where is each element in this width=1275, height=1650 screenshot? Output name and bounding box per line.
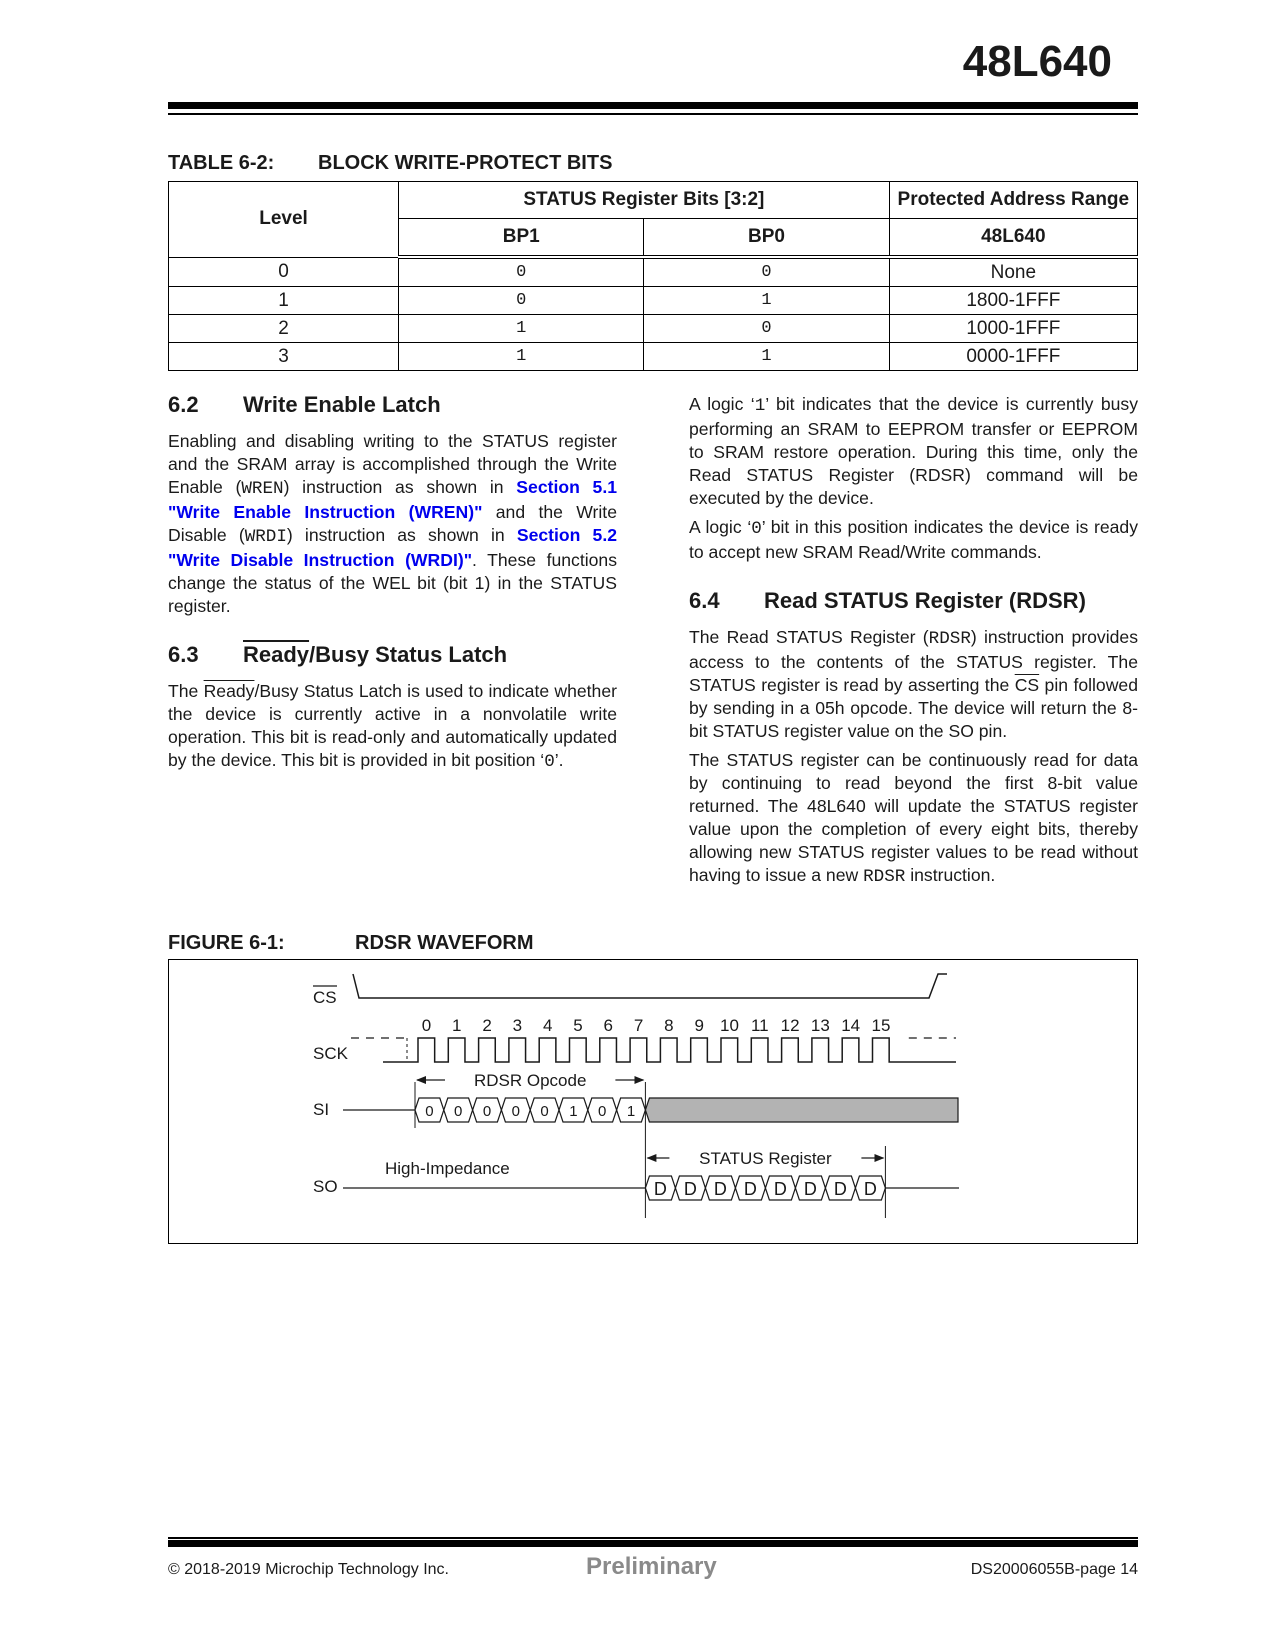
status-data-bit-value: D [653,1179,667,1199]
header-status-bits: STATUS Register Bits [3:2] [399,182,890,219]
si-dont-care-region [645,1098,958,1122]
text: The [168,681,204,701]
cell-bp0: 0 [644,257,889,287]
text: pin followed by sending in a 05h opcode. The device will return the 8-bit STATUS register value on the SO pin. [689,675,1138,741]
text: ) instruction as shown in [283,477,517,497]
code-wrdi: WRDI [244,527,287,547]
sck-waveform [351,1016,956,1062]
clock-label: 3 [512,1016,523,1035]
text: Enabling and disabling writing to the STATUS register and the SRAM array is accomplished through the Write Enable ( [168,431,617,497]
status-data-bit-value: D [773,1179,787,1199]
header-rule-thin [168,113,1138,115]
text: A logic ‘ [689,394,755,414]
cell-bp1: 0 [399,257,644,287]
status-data-bit-value: D [803,1179,817,1199]
code-wren: WREN [241,479,284,499]
section-6-2-paragraph [168,430,617,618]
waveform-diagram [169,960,1137,1243]
left-column [168,392,617,780]
opcode-bit-value: 1 [626,1103,636,1120]
header-device: 48L640 [889,219,1137,258]
text: ’. [554,750,564,770]
section-6-3-paragraph [168,680,617,774]
footer-preliminary: Preliminary [586,1553,717,1580]
opcode-label: RDSR Opcode [473,1071,587,1090]
table-row [169,343,1138,371]
cell-level: 2 [169,315,399,343]
code-bit: 1 [754,396,766,416]
status-data-bit-value: D [863,1179,877,1199]
table-caption-number: TABLE 6-2: [168,152,275,174]
cell-range: 1000-1FFF [889,315,1137,343]
text: . These functions change the status of the WEL bit (bit 1) in the STATUS register. [168,550,617,616]
cell-bp0: 0 [644,315,889,343]
ready-paragraph [689,516,1138,564]
clock-label: 9 [694,1016,704,1035]
footer-rule-thin [168,1537,1138,1539]
block-write-protect-table [168,181,1138,371]
section-6-4-heading [689,588,1138,614]
text: ) instruction as shown in [286,525,517,545]
footer-page-number: DS20006055B-page 14 [970,1561,1138,1578]
section-6-3-heading [168,642,617,668]
link-section-5-2[interactable]: Section 5.2 "Write Disable Instruction (WRDI)" [168,525,617,570]
status-data-bit-value: D [743,1179,757,1199]
so-waveform [343,1146,959,1218]
signal-label-cs: CS [313,988,337,1007]
clock-label: 8 [664,1016,674,1035]
opcode-bit-value: 0 [511,1103,520,1120]
high-impedance-label: High-Impedance [385,1159,510,1178]
figure-caption-number: FIGURE 6-1: [168,932,285,954]
opcode-bit-value: 0 [540,1103,549,1120]
clock-label: 2 [482,1016,492,1035]
cell-range: 0000-1FFF [889,343,1137,371]
clock-label: 0 [421,1016,432,1035]
cell-range: 1800-1FFF [889,287,1137,315]
figure-caption-title: RDSR WAVEFORM [355,932,534,954]
header-bp1: BP1 [399,219,644,258]
opcode-bit-value: 0 [425,1103,434,1120]
clock-label: 11 [750,1016,769,1035]
status-register-label: STATUS Register [699,1149,832,1168]
part-number: 48L640 [962,37,1112,86]
header-rule [168,102,1138,109]
cell-level: 3 [169,343,399,371]
section-title: Write Enable Latch [243,392,441,417]
footer-rule [168,1540,1138,1547]
section-number: 6.4 [689,588,720,613]
cs-waveform [353,974,947,998]
code-bit: 0 [544,752,555,772]
rdsr-waveform-figure [168,959,1138,1244]
section-title-ready: Ready [243,642,310,667]
cell-bp1: 1 [399,315,644,343]
signal-label-sck: SCK [313,1044,348,1063]
text: ) instruction provides access to the contents of the STATUS register. The STATUS register is read by asserting the [689,627,1138,695]
opcode-bit-value: 0 [482,1103,492,1120]
clock-label: 15 [871,1016,891,1035]
clock-label: 4 [542,1016,553,1035]
ready-overline: Ready [203,681,255,701]
text: /Busy Status Latch is used to indicate whether the device is currently active in a nonvolatile write operation. This bit is read-only and automatically updated by the device. This bit is provided in bit position ‘ [168,681,617,770]
clock-label: 1 [452,1016,462,1035]
table-row [169,257,1138,287]
code-bit: 0 [751,519,762,539]
text: and the Write Disable ( [168,502,617,545]
link-section-5-1[interactable]: Section 5.1 "Write Enable Instruction (WREN)" [168,477,618,522]
status-data-bit-value: D [713,1179,727,1199]
cell-level: 0 [169,257,399,287]
cell-bp0: 1 [644,343,889,371]
section-number: 6.3 [168,642,199,667]
cell-range: None [889,257,1137,287]
cell-bp0: 1 [644,287,889,315]
cs-overline: $\overline{CS}$ [1014,675,1040,695]
code-rdsr: RDSR [928,629,971,649]
clock-label: 10 [720,1016,739,1035]
section-6-4-paragraph-1 [689,626,1138,743]
opcode-bit-value: 1 [569,1103,578,1120]
sck-clock-pulses [383,1038,956,1062]
opcode-bit-value: 0 [454,1103,463,1120]
text: The Read STATUS Register ( [689,627,929,647]
table-row [169,315,1138,343]
cell-bp1: 0 [399,287,644,315]
right-column [689,393,1138,895]
signal-label-so: SO [313,1177,338,1196]
signal-label-si: SI [313,1100,330,1119]
text: The STATUS register can be continuously read for data by continuing to read beyond the first 8-bit value returned. The 48L640 will update the STATUS register value upon the completion of every eight bits, thereby allowing new STATUS register values to be read without having to issue a new [689,750,1138,885]
section-title: /Busy Status Latch [309,642,508,667]
section-number: 6.2 [168,392,199,417]
text: ’ bit indicates that the device is currently busy performing an SRAM to EEPROM transfer or EEPROM to SRAM restore operation. During this time, only the Read STATUS Register (RDSR) command will be executed by the device. [689,394,1138,508]
footer-copyright: © 2018-2019 Microchip Technology Inc. [168,1561,449,1578]
figure-caption [168,932,534,955]
header-protected-range: Protected Address Range [889,182,1137,219]
clock-label: 6 [603,1016,614,1035]
text: A logic ‘ [689,517,752,537]
cell-bp1: 1 [399,343,644,371]
clock-label: 12 [780,1016,800,1035]
table-row [169,287,1138,315]
status-data-bit-value: D [683,1179,697,1199]
clock-label: 14 [841,1016,861,1035]
clock-label: 7 [633,1016,644,1035]
cell-level: 1 [169,287,399,315]
header-bp0: BP0 [644,219,889,258]
status-data-bit-value: D [833,1179,847,1199]
section-6-2-heading [168,392,617,418]
section-title: Read STATUS Register (RDSR) [764,588,1086,613]
table-caption-title: BLOCK WRITE-PROTECT BITS [318,152,613,174]
text: instruction. [905,865,996,885]
clock-label: 5 [573,1016,583,1035]
clock-label: 13 [810,1016,830,1035]
opcode-bit-value: 0 [598,1103,607,1120]
code-rdsr: RDSR [863,867,906,887]
text: ’ bit in this position indicates the device is ready to accept new SRAM Read/Write commands. [689,517,1138,562]
busy-paragraph [689,393,1138,510]
header-level: Level [169,182,399,258]
section-6-4-paragraph-2 [689,749,1138,889]
table-caption [168,152,612,175]
